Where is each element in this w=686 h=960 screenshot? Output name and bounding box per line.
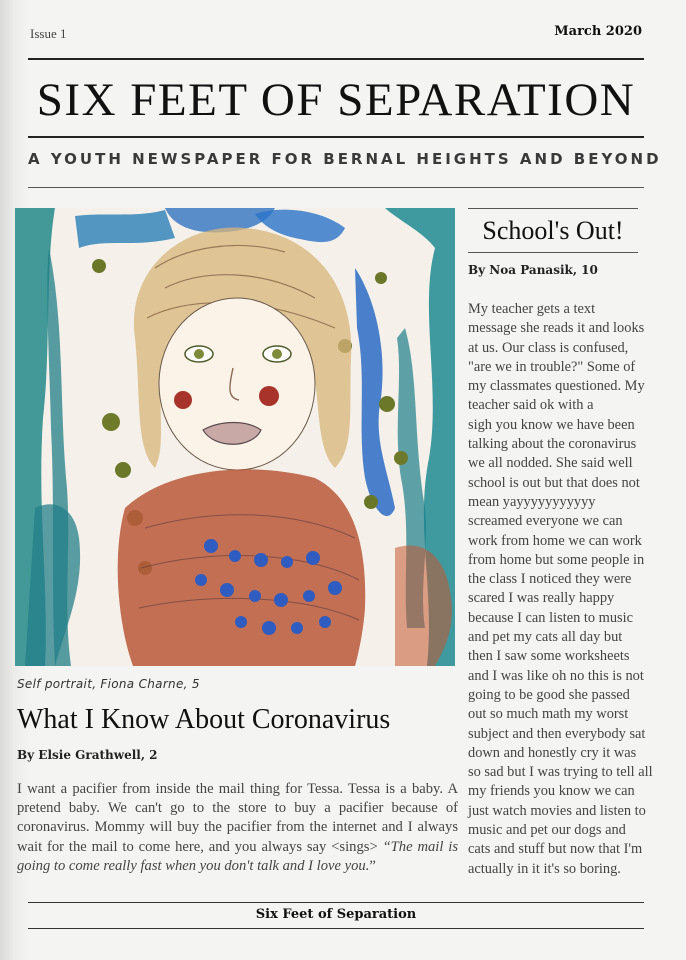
article-headline-coronavirus: What I Know About Coronavirus [17, 704, 391, 735]
article-text-line: scared I was really happy [468, 590, 615, 607]
article-text-line: then I saw some worksheets [468, 648, 630, 665]
footer-title: Six Feet of Separation [255, 907, 417, 922]
article-text-line: actually in it it's so boring. [468, 860, 621, 877]
self-portrait-painting [15, 208, 455, 666]
article-text-line: we all nodded. She said well [468, 455, 633, 472]
top-info-row [30, 26, 642, 44]
article-text-line: at us. Our class is confused, [468, 339, 629, 356]
article-body-coronavirus [17, 780, 458, 876]
article-text-line: work from home we can work [468, 532, 642, 549]
masthead-top-rule [28, 58, 644, 60]
article-text-line: my classmates questioned. My [468, 378, 645, 395]
article-text-line: the class I noticed they were [468, 571, 632, 588]
article-text-line: talking about the coronavirus [468, 436, 637, 453]
article-closing-quote: ” [369, 857, 376, 874]
masthead-bottom-rule [28, 136, 644, 138]
headline-bottom-rule [468, 252, 638, 253]
article-body-text: I want a pacifier from inside the mail thing for Tessa. Tessa is a baby. A pretend baby. We can't go to the store to buy a pacifier because of coronavirus. Mommy will buy the pacifier from the internet and I always wait for the mail to come here, and you always say <sings> [17, 781, 458, 855]
article-text-line: because I can listen to music [468, 609, 634, 626]
article-text-line: going to be good she passed [468, 686, 630, 703]
article-text-line: and pet my cats all day but [468, 629, 623, 646]
article-text-line: so sad but I was trying to tell all [468, 764, 653, 781]
painting-illustration [15, 208, 455, 666]
article-headline-schools-out: School's Out! [482, 216, 624, 245]
article-text-line: school is out but that does not [468, 474, 640, 491]
article-text-line: from home but some people in [468, 551, 645, 568]
article-text-line: subject and then everybody sat [468, 725, 646, 742]
article-text-line: just watch movies and listen to [468, 802, 646, 819]
article-text-line: cats and stuff but now that I'm [468, 841, 643, 858]
issue-number: Issue 1 [30, 26, 67, 41]
tagline-rule [28, 187, 644, 188]
article-text-line: screamed everyone we can [468, 513, 623, 530]
footer-bottom-rule [28, 928, 644, 929]
article-text-line: "are we in trouble?" Some of [468, 358, 636, 375]
article-text-line: music and pet our dogs and [468, 822, 626, 839]
image-caption: Self portrait, Fiona Charne, 5 [17, 677, 200, 691]
article-byline-coronavirus: By Elsie Grathwell, 2 [17, 748, 158, 762]
article-text-line: sigh you know we have been [468, 416, 635, 433]
article-text-line: down and honestly cry it was [468, 744, 637, 761]
article-text-line: out so much math my worst [468, 706, 629, 723]
issue-date: March 2020 [554, 24, 642, 39]
article-sung-quote: “The mail is going to come really fast when you don't talk and I love you. [17, 838, 459, 874]
headline-top-rule [468, 208, 638, 209]
article-text-line: my friends you know we can [468, 783, 635, 800]
article-body-schools-out [468, 300, 686, 879]
article-text-line: mean yayyyyyyyyyyy [468, 493, 596, 510]
article-text-line: teacher said ok with a [468, 397, 594, 414]
article-text-line: and I was like oh no this is not [468, 667, 644, 684]
article-byline-schools-out: By Noa Panasik, 10 [468, 263, 598, 277]
footer-top-rule [28, 902, 644, 903]
newspaper-title: SIX FEET OF SEPARATION [36, 74, 636, 126]
newspaper-tagline: A YOUTH NEWSPAPER FOR BERNAL HEIGHTS AND BEYOND [28, 150, 662, 168]
article-text-line: message she reads it and looks [468, 320, 645, 337]
article-text-line: My teacher gets a text [468, 301, 596, 317]
